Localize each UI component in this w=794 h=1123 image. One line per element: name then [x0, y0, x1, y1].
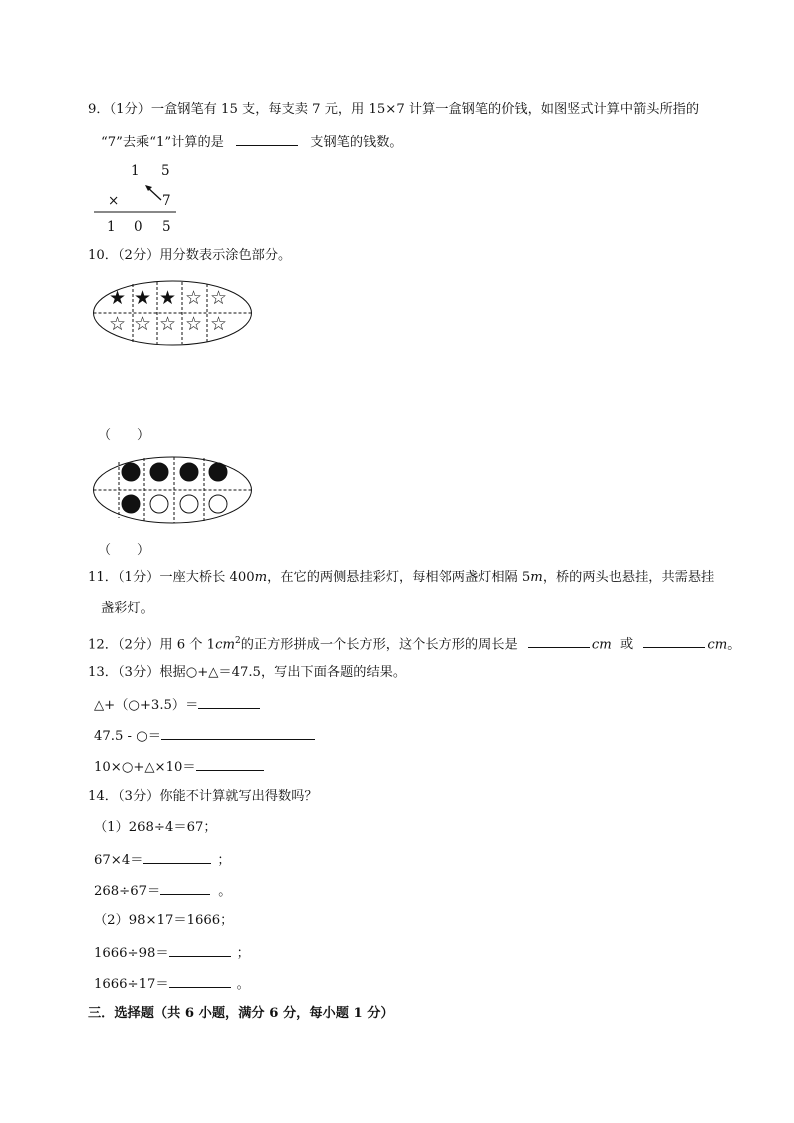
q12-period: 。 — [727, 637, 741, 653]
filled-circle-icon — [122, 463, 140, 481]
q13-answer-blank-3[interactable] — [196, 757, 264, 771]
q14-p1-item-2-label: 268÷67＝ — [94, 884, 161, 899]
q11-line1 — [88, 569, 714, 587]
q14-p1-given: （1）268÷4＝67； — [94, 820, 217, 835]
q14-p1-end-2: 。 — [218, 884, 232, 899]
filled-circle-icon — [180, 463, 198, 481]
q12-or: 或 — [619, 637, 634, 653]
q9-answer-blank[interactable] — [236, 132, 298, 146]
q14-p1-item-1 — [94, 850, 231, 870]
star-outline-icon: ☆ — [210, 313, 228, 335]
q14-p2-given: （2）98×17＝1666； — [94, 913, 234, 928]
q13-item-1-label: △+（○+3.5）＝ — [94, 698, 199, 713]
q11-unit-m: m — [254, 570, 268, 585]
q11-line1-a: 11．（1分）一座大桥长 400 — [88, 570, 255, 585]
q13-item-2-label: 47.5 - ○＝ — [94, 729, 161, 744]
calc-top-digit-2: 5 — [161, 163, 170, 179]
q14-p1-item-2 — [94, 881, 231, 901]
q14-answer-blank-1[interactable] — [143, 850, 211, 864]
q13-item-1 — [94, 695, 260, 715]
empty-circle-icon — [209, 495, 227, 513]
q14-p2-item-2-label: 1666÷17＝ — [94, 977, 169, 992]
section-3-heading: 三．选择题（共 6 小题，满分 6 分，每小题 1 分） — [88, 1006, 394, 1021]
star-outline-icon: ☆ — [185, 287, 203, 309]
calc-operator: × — [108, 193, 120, 209]
q12-answer-blank-2[interactable] — [643, 634, 705, 648]
star-outline-icon: ☆ — [185, 313, 203, 335]
filled-circle-icon — [122, 495, 140, 513]
q12-unit-cm-1: cm — [591, 637, 612, 653]
q11-line1-c: ，桥的两头也悬挂，共需悬挂 — [542, 570, 715, 585]
calc-result-digit-1: 1 — [107, 219, 116, 235]
q14-answer-blank-2[interactable] — [160, 881, 210, 895]
q9-line1: 9．（1分）一盒钢笔有 15 支，每支卖 7 元，用 15×7 计算一盒钢笔的价钱，如图竖式计算中箭头所指的 — [88, 102, 700, 117]
q9-line2-prefix: “7”去乘“1”计算的是 — [101, 135, 224, 150]
star-icon: ★ — [134, 287, 152, 309]
star-icon: ★ — [109, 287, 127, 309]
circle-marks — [92, 456, 262, 526]
q12-sup: 2 — [234, 636, 241, 646]
q13-answer-blank-2[interactable] — [161, 726, 315, 740]
q13-text: 13．（3分）根据○+△＝47.5，写出下面各题的结果。 — [88, 665, 407, 680]
q10-answer-paren-1[interactable]: （ ） — [98, 428, 151, 443]
q12-unit-cm2: cm — [215, 637, 235, 653]
q14-text: 14．（3分）你能不计算就写出得数吗？ — [88, 789, 318, 804]
star-outline-icon: ☆ — [109, 313, 127, 335]
q12-unit-cm-2: cm — [707, 637, 728, 653]
q10-answer-paren-2[interactable]: （ ） — [98, 543, 151, 558]
q12-answer-blank-1[interactable] — [528, 634, 590, 648]
q12-line — [88, 632, 740, 654]
q12-text-a: 12．（2分）用 6 个 1 — [88, 637, 216, 653]
q13-item-3-label: 10×○+△×10＝ — [94, 760, 196, 775]
q11-line1-b: ，在它的两侧悬挂彩灯，每相邻两盏灯相隔 5 — [267, 570, 531, 585]
q11-unit-m-2: m — [530, 570, 543, 585]
star-icon: ★ — [159, 287, 177, 309]
q14-p1-item-1-label: 67×4＝ — [94, 853, 144, 868]
star-outline-icon: ☆ — [159, 313, 177, 335]
calc-lines — [0, 0, 180, 240]
q11-line2: 盏彩灯。 — [101, 601, 154, 616]
filled-circle-icon — [150, 463, 168, 481]
empty-circle-icon — [150, 495, 168, 513]
q14-p2-item-1-label: 1666÷98＝ — [94, 946, 169, 961]
star-outline-icon: ☆ — [210, 287, 228, 309]
q14-p2-item-1 — [94, 943, 250, 963]
q13-item-2 — [94, 726, 315, 746]
calc-result-digit-3: 5 — [162, 219, 171, 235]
q10-text: 10．（2分）用分数表示涂色部分。 — [88, 248, 292, 263]
q14-p1-end-1: ； — [217, 853, 231, 868]
calc-multiplier: 7 — [162, 193, 171, 209]
q12-text-b: 的正方形拼成一个长方形，这个长方形的周长是 — [240, 637, 518, 653]
q14-answer-blank-3[interactable] — [169, 943, 231, 957]
q14-p2-end-2: 。 — [236, 977, 250, 992]
q14-p2-item-2 — [94, 974, 250, 994]
q9-line2-suffix: 支钢笔的钱数。 — [310, 135, 403, 150]
calc-top-digit-1: 1 — [131, 163, 140, 179]
star-outline-icon: ☆ — [134, 313, 152, 335]
q13-item-3 — [94, 757, 264, 777]
q14-p2-end-1: ； — [236, 946, 250, 961]
filled-circle-icon — [209, 463, 227, 481]
calc-result-digit-2: 0 — [134, 219, 143, 235]
q14-answer-blank-4[interactable] — [169, 974, 231, 988]
empty-circle-icon — [180, 495, 198, 513]
q13-answer-blank-1[interactable] — [198, 695, 260, 709]
